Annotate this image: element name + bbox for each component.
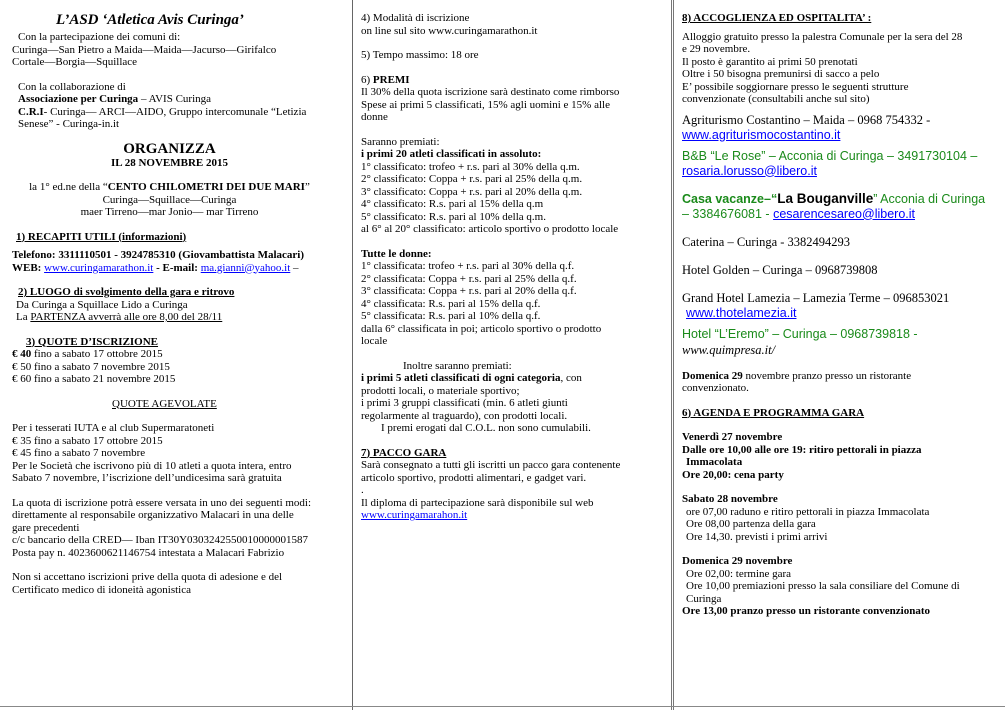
luogo-heading: 2) LUOGO di svolgimento della gara e ritrovo — [18, 286, 235, 298]
no-accept-line-1: Non si accettano iscrizioni prive della quota di adesione e del — [12, 571, 283, 583]
categoria-line — [361, 372, 655, 385]
accoglienza-heading: 8) ACCOGLIENZA ED OSPITALITA’ : — [682, 12, 872, 24]
donne-item: 2° classificata: Coppa + r.s. pari al 25% della q.f. — [361, 272, 577, 285]
casa-vacanze-name: La Bouganville — [777, 190, 874, 206]
accoglienza-line: e 29 novembre. — [682, 43, 751, 55]
donne-item: 1° classificata: trofeo + r.s. pari al 30% della q.f. — [361, 260, 575, 272]
luogo-line-2 — [16, 311, 350, 324]
collab-intro: Con la collaborazione di — [18, 80, 126, 93]
agevolate-heading: QUOTE AGEVOLATE — [112, 397, 217, 410]
sabato-line-2: Ore 08,00 partenza della gara — [686, 518, 816, 530]
participation-towns: Curinga—San Pietro a Maida—Maida—Jacurso—Girifalco — [12, 43, 277, 56]
pacco-line-2: articolo sportivo, prodotti alimentari, e gadget vari. — [361, 471, 587, 484]
tempo-massimo: 5) Tempo massimo: 18 ore — [361, 49, 479, 61]
cat-line-2: prodotti locali, o materiale sportivo; — [361, 384, 520, 397]
accoglienza-line: Alloggio gratuito presso la palestra Comunale per la sera del 28 — [682, 30, 963, 43]
pay-line-1: La quota di iscrizione potrà essere versata in uno dei seguenti modi: — [12, 496, 312, 509]
pranzo-rest: novembre pranzo presso un ristorante — [742, 369, 912, 382]
quote-heading: 3) QUOTE D’ISCRIZIONE — [26, 335, 159, 348]
pranzo-line — [682, 370, 999, 383]
diploma-line: Il diploma di partecipazione sarà disponibile sul web — [361, 496, 594, 509]
agriturismo-line: Agriturismo Costantino – Maida – 0968 754332 - — [682, 112, 931, 127]
iscrizione-heading: 4) Modalità di iscrizione — [361, 12, 470, 24]
agriturismo-link[interactable]: www.agriturismocostantino.it — [682, 127, 841, 142]
categoria-bold: i primi 5 atleti classificati di ogni categoria — [361, 372, 561, 384]
quota-3: € 60 fino a sabato 21 novembre 2015 — [12, 373, 176, 385]
grand-hotel-link[interactable]: www.thotelamezia.it — [686, 305, 797, 320]
casa-vacanze-prefix: Casa vacanze–“ — [682, 191, 778, 206]
prem-item: al 6° al 20° classificato: articolo sportivo o prodotto locale — [361, 223, 619, 235]
agev-line-2: € 35 fino a sabato 17 ottobre 2015 — [12, 434, 163, 447]
prem-item: 5° classificato: R.s. pari al 10% della q.m. — [361, 210, 546, 223]
donne-item: dalla 6° classificata in poi; articolo sportivo o prodotto — [361, 322, 602, 335]
pranzo-day: Domenica 29 — [682, 369, 743, 382]
pay-line-2: direttamente al responsabile organizzativo Malacari in una delle — [12, 509, 294, 521]
venerdi-heading: Venerdì 27 novembre — [682, 431, 783, 443]
collab-assoc-label: Associazione per Curinga — [18, 93, 139, 105]
premi-number: 6) — [361, 73, 373, 86]
sabato-line-1: ore 07,00 raduno e ritiro pettorali in piazza Immacolata — [686, 505, 930, 518]
categoria-rest: , con — [560, 372, 582, 384]
first20-heading: i primi 20 atleti classificati in assoluto: — [361, 148, 542, 160]
donne-item: 3° classificata: Coppa + r.s. pari al 20% della q.f. — [361, 285, 577, 297]
accoglienza-line: Oltre i 50 bisogna premunirsi di sacco a pelo — [682, 68, 880, 80]
collab-cri-2: Senese” - Curinga-in.it — [18, 118, 120, 130]
venerdi-line-3: Ore 20,00: cena party — [682, 468, 784, 481]
prem-item: 2° classificato: Coppa + r.s. pari al 25% della q.m. — [361, 173, 583, 185]
prem-item: 1° classificato: trofeo + r.s. pari al 30% della q.m. — [361, 160, 580, 173]
casa-vacanze-line — [682, 191, 999, 207]
sabato-heading: Sabato 28 novembre — [682, 493, 778, 505]
golden-line: Hotel Golden – Curinga – 0968739808 — [682, 262, 878, 277]
route-line-2: maer Tirreno—mar Jonio— mar Tirreno — [80, 206, 259, 218]
premi-p3: donne — [361, 111, 388, 123]
cat-line-5: I premi erogati dal C.O.L. non sono cumulabili. — [381, 422, 591, 434]
collab-assoc-rest: – AVIS Curinga — [138, 93, 212, 105]
accoglienza-line: E’ possibile soggiornare presso le seguenti strutture — [682, 80, 909, 93]
luogo-line-2-prefix: La — [16, 311, 31, 323]
venerdi-line-1: Dalle ore 10,00 alle ore 19: ritiro pettorali in piazza — [682, 443, 922, 456]
quota-1-text: fino a sabato 17 ottobre 2015 — [31, 348, 163, 360]
collab-assoc — [18, 93, 350, 106]
domenica-heading: Domenica 29 novembre — [682, 555, 793, 567]
agev-line-5: Sabato 7 novembre, l’iscrizione dell’undicesima sarà gratuita — [12, 472, 282, 484]
route-line-1: Curinga—Squillace—Curinga — [102, 193, 237, 206]
edition-line — [12, 181, 327, 194]
column-3 — [676, 0, 1005, 710]
phone-line: Telefono: 3311110501 - 3924785310 (Giovambattista Malacari) — [12, 249, 304, 261]
prem-item: 4° classificato: R.s. pari al 15% della q.m — [361, 198, 544, 210]
luogo-line-1: Da Curinga a Squillace Lido a Curinga — [16, 298, 188, 311]
grand-hotel-line: Grand Hotel Lamezia – Lamezia Terme – 096853021 — [682, 290, 950, 305]
email-link[interactable]: ma.gianni@yahoo.it — [200, 261, 291, 274]
collab-cri-rest: - Curinga— ARCI—AIDO, Gruppo intercomunale “Letizia — [43, 105, 307, 118]
email-label: - E-mail: — [153, 261, 201, 274]
casa-vacanze-rest: ” Acconia di Curinga — [873, 191, 986, 206]
donne-item: locale — [361, 335, 388, 347]
organizza-heading: ORGANIZZA — [123, 140, 216, 157]
web-email-dash: – — [290, 261, 299, 274]
quota-1 — [12, 348, 350, 361]
donne-heading: Tutte le donne: — [361, 247, 432, 260]
agev-line-3: € 45 fino a sabato 7 novembre — [12, 447, 146, 459]
collab-cri — [18, 106, 350, 119]
agenda-heading: 6) AGENDA E PROGRAMMA GARA — [682, 406, 865, 419]
column-2 — [355, 0, 655, 710]
website-link[interactable]: www.curingamarathon.it — [44, 261, 154, 274]
no-accept-line-2: Certificato medico di idoneità agonistica — [12, 583, 191, 596]
column-divider-left — [352, 0, 353, 710]
inoltre-line: Inoltre saranno premiati: — [403, 359, 512, 372]
premiati-intro: Saranno premiati: — [361, 135, 440, 148]
bb-email-link[interactable]: rosaria.lorusso@libero.it — [682, 163, 817, 178]
cat-line-3: i primi 3 gruppi classificati (min. 6 atleti giunti — [361, 397, 568, 409]
agev-line-4: Per le Società che iscrivono più di 10 atleti a quota intera, entro — [12, 459, 292, 472]
column-1 — [0, 0, 350, 710]
pacco-dot: . — [361, 484, 364, 496]
domenica-line-1: Ore 02,00: termine gara — [686, 567, 792, 580]
venerdi-line-2: Immacolata — [686, 456, 743, 468]
event-date: IL 28 NOVEMBRE 2015 — [110, 156, 229, 169]
edition-suffix: ” — [304, 181, 310, 193]
quota-1-amount: € 40 — [12, 348, 32, 360]
premi-title: PREMI — [372, 73, 410, 86]
sabato-line-3: Ore 14,30. previsti i primi arrivi — [686, 530, 828, 543]
domenica-line-4: Ore 13,00 pranzo presso un ristorante convenzionato — [682, 605, 930, 617]
web-email-line — [12, 262, 350, 275]
diploma-link[interactable]: www.curingamarahon.it — [361, 509, 468, 521]
premi-heading — [361, 74, 655, 87]
participation-towns-2: Cortale—Borgia—Squillace — [12, 56, 138, 68]
web-label: WEB: — [12, 261, 45, 274]
cat-line-4: regolarmente al traguardo), con prodotti locali. — [361, 409, 568, 422]
casa-vacanze-email-link[interactable]: cesarencesareo@libero.it — [773, 206, 915, 221]
casa-vacanze-contact — [682, 207, 999, 222]
collab-cri-label: C.R.I — [18, 105, 44, 118]
pay-line-4: c/c bancario della CRED— Iban IT30Y0303242550010000001587 — [12, 534, 309, 546]
pranzo-line-2: convenzionato. — [682, 382, 749, 394]
accoglienza-line: Il posto è garantito ai primi 50 prenotati — [682, 55, 858, 68]
iscrizione-line: on line sul sito www.curingamarathon.it — [361, 24, 538, 37]
participation-intro: Con la partecipazione dei comuni di: — [18, 31, 181, 43]
donne-item: 4° classificata: R.s. pari al 15% della q.f. — [361, 297, 541, 310]
pacco-heading: 7) PACCO GARA — [361, 446, 447, 459]
bb-line: B&B “Le Rose” – Acconia di Curinga – 3491730104 – — [682, 148, 978, 163]
donne-item: 5° classificata: R.s. pari al 10% della q.f. — [361, 310, 541, 322]
quota-2: € 50 fino a sabato 7 novembre 2015 — [12, 360, 170, 373]
pacco-line-1: Sarà consegnato a tutti gli iscritti un pacco gara contenente — [361, 459, 621, 471]
premi-p2: Spese ai primi 5 classificati, 15% agli uomini e 15% alle — [361, 98, 610, 111]
caterina-line: Caterina – Curinga - 3382494293 — [682, 234, 851, 249]
domenica-line-2: Ore 10,00 premiazioni presso la sala consiliare del Comune di — [686, 580, 960, 592]
club-title: L’ASD ‘Atletica Avis Curinga’ — [56, 12, 244, 28]
agev-line-1: Per i tesserati IUTA e al club Supermaratoneti — [12, 422, 215, 434]
prem-item: 3° classificato: Coppa + r.s. pari al 20% della q.m. — [361, 185, 583, 198]
recapiti-heading: 1) RECAPITI UTILI (informazioni) — [16, 230, 187, 243]
eremo-line: Hotel “L’Eremo” – Curinga – 0968739818 - — [682, 326, 918, 341]
pay-line-5: Posta pay n. 4023600621146754 intestata a Malacari Fabrizio — [12, 546, 285, 559]
edition-prefix: la 1° ed.ne della “ — [29, 181, 108, 193]
edition-name: CENTO CHILOMETRI DEI DUE MARI — [107, 181, 305, 193]
partenza-text: PARTENZA avverrà alle ore 8,00 del 28/11 — [30, 311, 223, 323]
casa-vacanze-phone: – 3384676081 - — [682, 206, 774, 221]
domenica-line-3: Curinga — [686, 592, 722, 605]
eremo-link[interactable]: www.quimpresa.it/ — [682, 342, 776, 357]
accoglienza-line: convenzionate (consultabili anche sul sito) — [682, 93, 870, 105]
column-divider-right — [671, 0, 674, 710]
premi-p1: Il 30% della quota iscrizione sarà destinato come rimborso — [361, 86, 620, 98]
pay-line-3: gare precedenti — [12, 521, 80, 534]
